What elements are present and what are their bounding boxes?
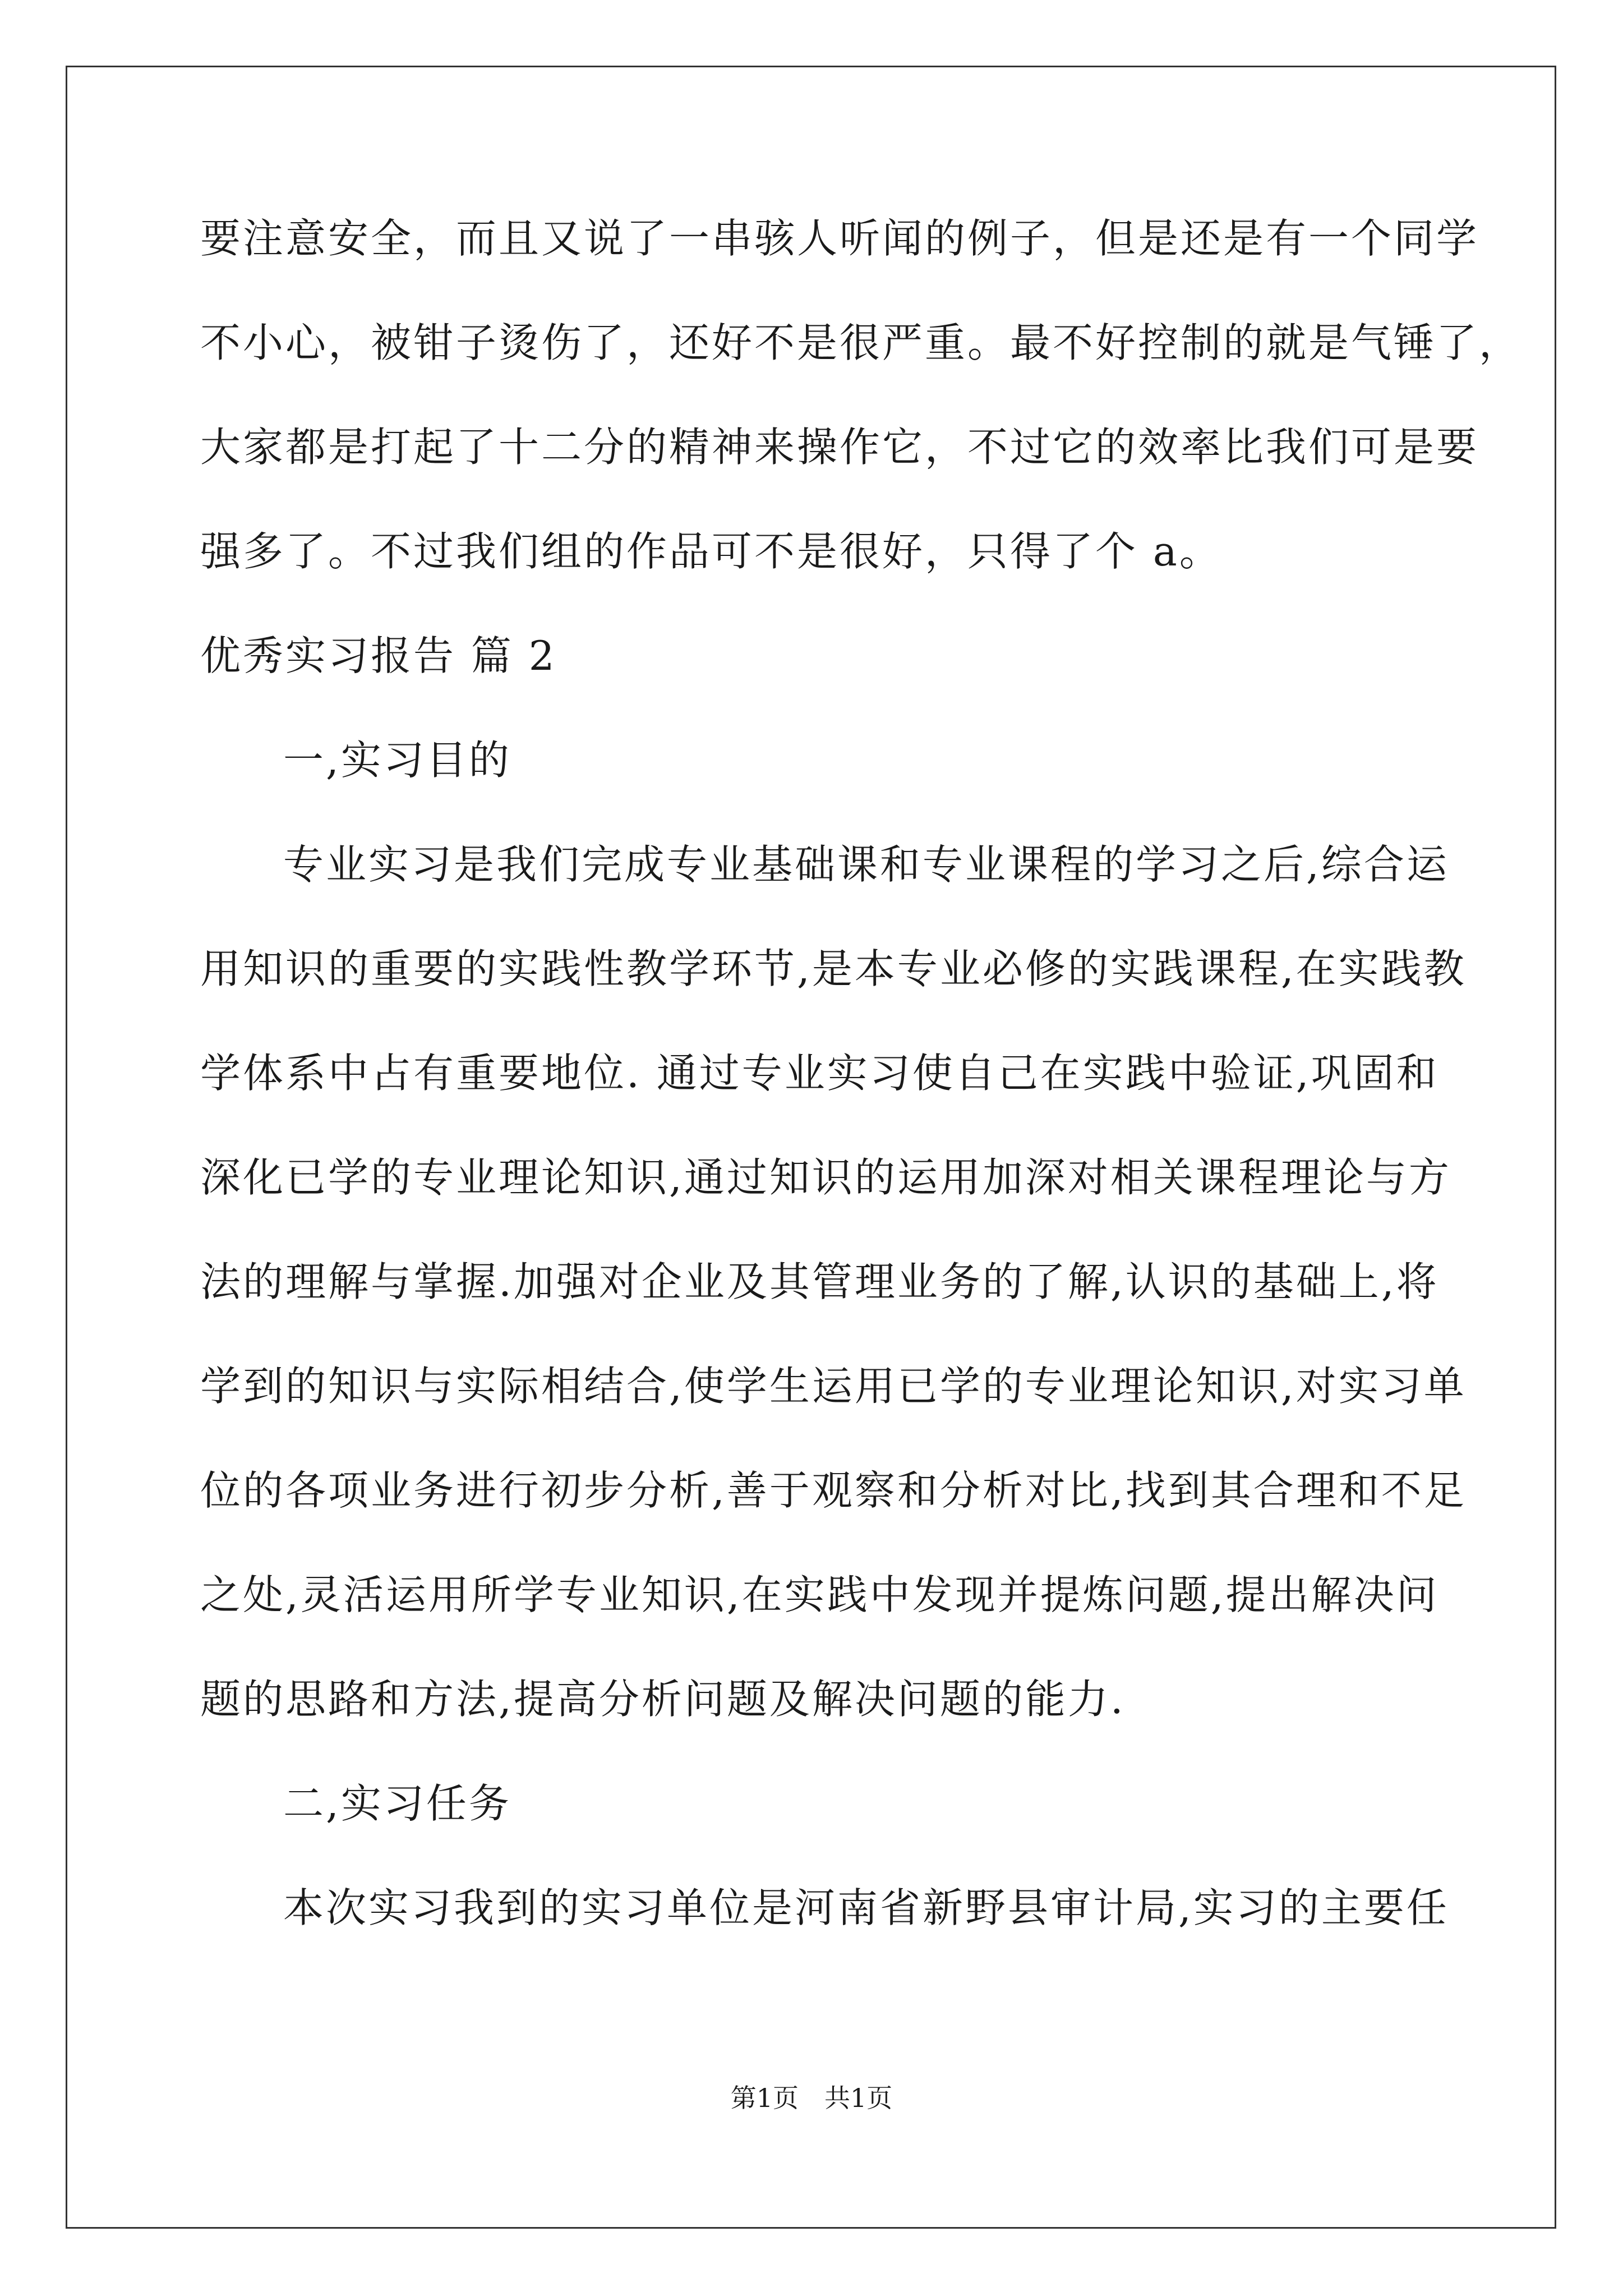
text-line: 学到的知识与实际相结合,使学生运用已学的专业理论知识,对实习单 [200, 1363, 1467, 1410]
text-line: 本次实习我到的实习单位是河南省新野县审计局,实习的主要任 [283, 1884, 1449, 1931]
text-line: 不小心，被钳子烫伤了，还好不是很严重。最不好控制的就是气锤了， [200, 319, 1522, 366]
subsection-heading: 一,实习目的 [283, 737, 511, 784]
text-line: 强多了。不过我们组的作品可不是很好，只得了个 a。 [200, 528, 1222, 575]
section-heading: 优秀实习报告 篇 2 [200, 632, 557, 679]
text-line: 专业实习是我们完成专业基础课和专业课程的学习之后,综合运 [283, 841, 1449, 888]
subsection-heading: 二,实习任务 [283, 1780, 511, 1827]
text-line: 大家都是打起了十二分的精神来操作它，不过它的效率比我们可是要 [200, 424, 1479, 471]
text-line: 深化已学的专业理论知识,通过知识的运用加深对相关课程理论与方 [200, 1154, 1451, 1201]
text-line: 题的思路和方法,提高分析问题及解决问题的能力. [200, 1676, 1126, 1723]
text-line: 位的各项业务进行初步分析,善于观察和分析对比,找到其合理和不足 [200, 1467, 1467, 1514]
text-line: 法的理解与掌握.加强对企业及其管理业务的了解,认识的基础上,将 [200, 1258, 1439, 1305]
page-footer: 第1页 共1页 [730, 2083, 893, 2113]
text-line: 要注意安全，而且又说了一串骇人听闻的例子，但是还是有一个同学 [200, 215, 1479, 262]
text-line: 学体系中占有重要地位. 通过专业实习使自己在实践中验证,巩固和 [200, 1050, 1439, 1097]
text-line: 用知识的重要的实践性教学环节,是本专业必修的实践课程,在实践教 [200, 945, 1467, 992]
text-line: 之处,灵活运用所学专业知识,在实践中发现并提炼问题,提出解决问 [200, 1571, 1439, 1618]
